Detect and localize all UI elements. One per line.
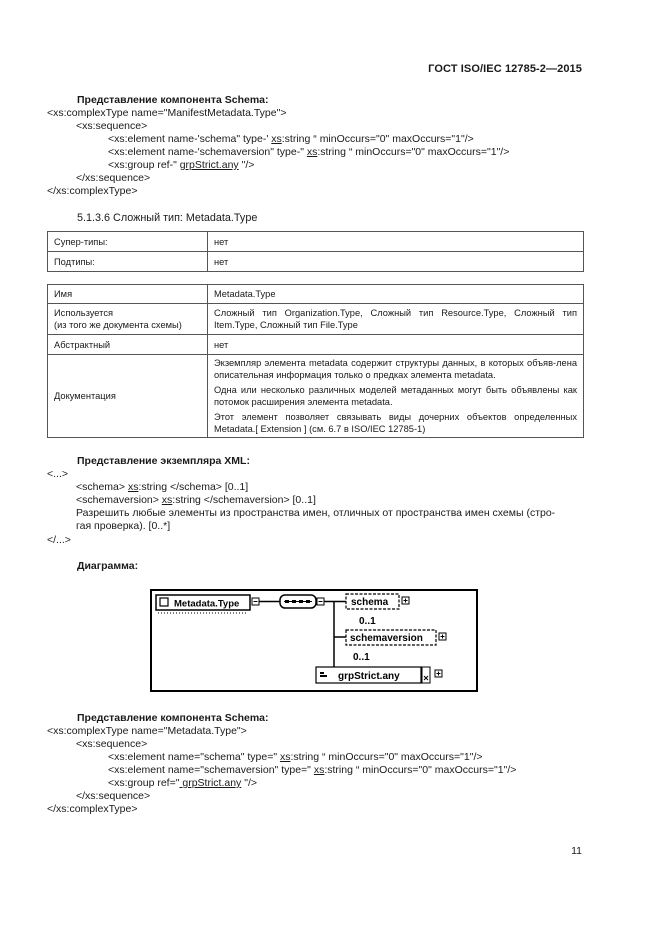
schema1-line: <xs:sequence> bbox=[76, 120, 148, 132]
schema2-line: </xs:sequence> bbox=[76, 790, 151, 802]
root-element-label: Metadata.Type bbox=[174, 598, 240, 610]
table-cell: Супер-типы: bbox=[48, 232, 208, 252]
cardinality-label: 0..1 bbox=[353, 652, 370, 663]
group-handle bbox=[422, 667, 430, 683]
table-cell: нет bbox=[208, 232, 584, 252]
schema1-line: </xs:sequence> bbox=[76, 172, 151, 184]
xml-line: Разрешить любые элементы из пространства имен, отличных от пространства имен схемы (стро- bbox=[76, 507, 556, 519]
section-title: 5.1.3.6 Сложный тип: Metadata.Type bbox=[77, 212, 258, 224]
type-properties-table bbox=[47, 284, 584, 438]
schema2-line: <xs:complexType name="Metadata.Type"> bbox=[47, 725, 247, 737]
page-number: 11 bbox=[571, 845, 582, 857]
table-cell bbox=[208, 355, 584, 438]
diagram-heading: Диаграмма: bbox=[77, 560, 139, 572]
schema1-line: <xs:element name-'schemaversion" type-" xs:string “ minOccurs="0" maxOccurs="1"/> bbox=[108, 146, 510, 158]
element-icon bbox=[160, 598, 168, 606]
table-row bbox=[48, 304, 584, 335]
table-row bbox=[48, 285, 584, 304]
doc-paragraph: Этот элемент позволяет связывать виды дочерних объектов определенных Metadata.[ Extension ] (см. 6.7 в ISO/IEC 12785-1) bbox=[214, 412, 577, 434]
document-header: ГОСТ ISO/IEC 12785-2—2015 bbox=[428, 63, 582, 75]
table-row bbox=[48, 232, 584, 252]
cell-text: (из того же документа схемы) bbox=[54, 320, 182, 330]
schema2-line: </xs:complexType> bbox=[47, 803, 138, 815]
schema1-line: </xs:complexType> bbox=[47, 185, 138, 197]
schema1-line: <xs:group ref-" grpStrict.any "/> bbox=[108, 159, 255, 171]
xml-line: </...> bbox=[47, 534, 71, 546]
doc-paragraph: Одна или несколько различных моделей метаданных могут быть объявлены как потомок расширения элемента metadata. bbox=[214, 385, 577, 407]
schema1-line: <xs:complexType name="ManifestMetadata.Type"> bbox=[47, 107, 287, 119]
schema2-line: <xs:element name="schemaversion" type=" xs:string “ minOccurs="0" maxOccurs="1"/> bbox=[108, 764, 517, 776]
xml-heading: Представление экземпляра XML: bbox=[77, 455, 250, 467]
cell-text: Используется bbox=[54, 308, 113, 318]
schema1-heading: Представление компонента Schema: bbox=[77, 94, 269, 106]
table-cell: Абстрактный bbox=[48, 335, 208, 355]
schema-element-label: schema bbox=[351, 597, 389, 608]
table-row bbox=[48, 355, 584, 438]
xml-line: <schema> xs:string </schema> [0..1] bbox=[76, 481, 249, 493]
schema2-line: <xs:element name="schema" type=" xs:string “ minOccurs="0" maxOccurs="1"/> bbox=[108, 751, 483, 763]
supertypes-table bbox=[47, 231, 584, 272]
group-element-label: grpStrict.any bbox=[338, 671, 400, 682]
group-icon bbox=[320, 672, 324, 674]
xml-line: <...> bbox=[47, 468, 69, 480]
table-row bbox=[48, 252, 584, 272]
schema1-line: <xs:element name-'schema" type-' xs:string “ minOccurs="0" maxOccurs="1"/> bbox=[108, 133, 474, 145]
table-cell: Metadata.Type bbox=[208, 285, 584, 304]
xml-line: <schemaversion> xs:string </schemaversion> [0..1] bbox=[76, 494, 316, 506]
table-cell: Имя bbox=[48, 285, 208, 304]
table-cell: нет bbox=[208, 252, 584, 272]
table-cell bbox=[48, 304, 208, 335]
table-row bbox=[48, 335, 584, 355]
table-cell: Подтипы: bbox=[48, 252, 208, 272]
doc-paragraph: Экземпляр элемента metadata содержит структуры данных, в которых объяв-лена описательная информация только о предках элемента metadata. bbox=[214, 358, 577, 380]
schema2-line: <xs:sequence> bbox=[76, 738, 148, 750]
schema2-heading: Представление компонента Schema: bbox=[77, 712, 269, 724]
schema-diagram bbox=[150, 589, 478, 692]
schemaversion-element-label: schemaversion bbox=[350, 633, 423, 644]
xml-line: гая проверка). [0..*] bbox=[76, 520, 171, 532]
table-cell: нет bbox=[208, 335, 584, 355]
table-cell: Сложный тип Organization.Type, Сложный тип Resource.Type, Сложный тип Item.Type, Сложный тип File.Type bbox=[208, 304, 584, 335]
table-cell: Документация bbox=[48, 355, 208, 438]
schema2-line: <xs:group ref=" grpStrict.any "/> bbox=[108, 777, 257, 789]
cardinality-label: 0..1 bbox=[359, 616, 376, 627]
